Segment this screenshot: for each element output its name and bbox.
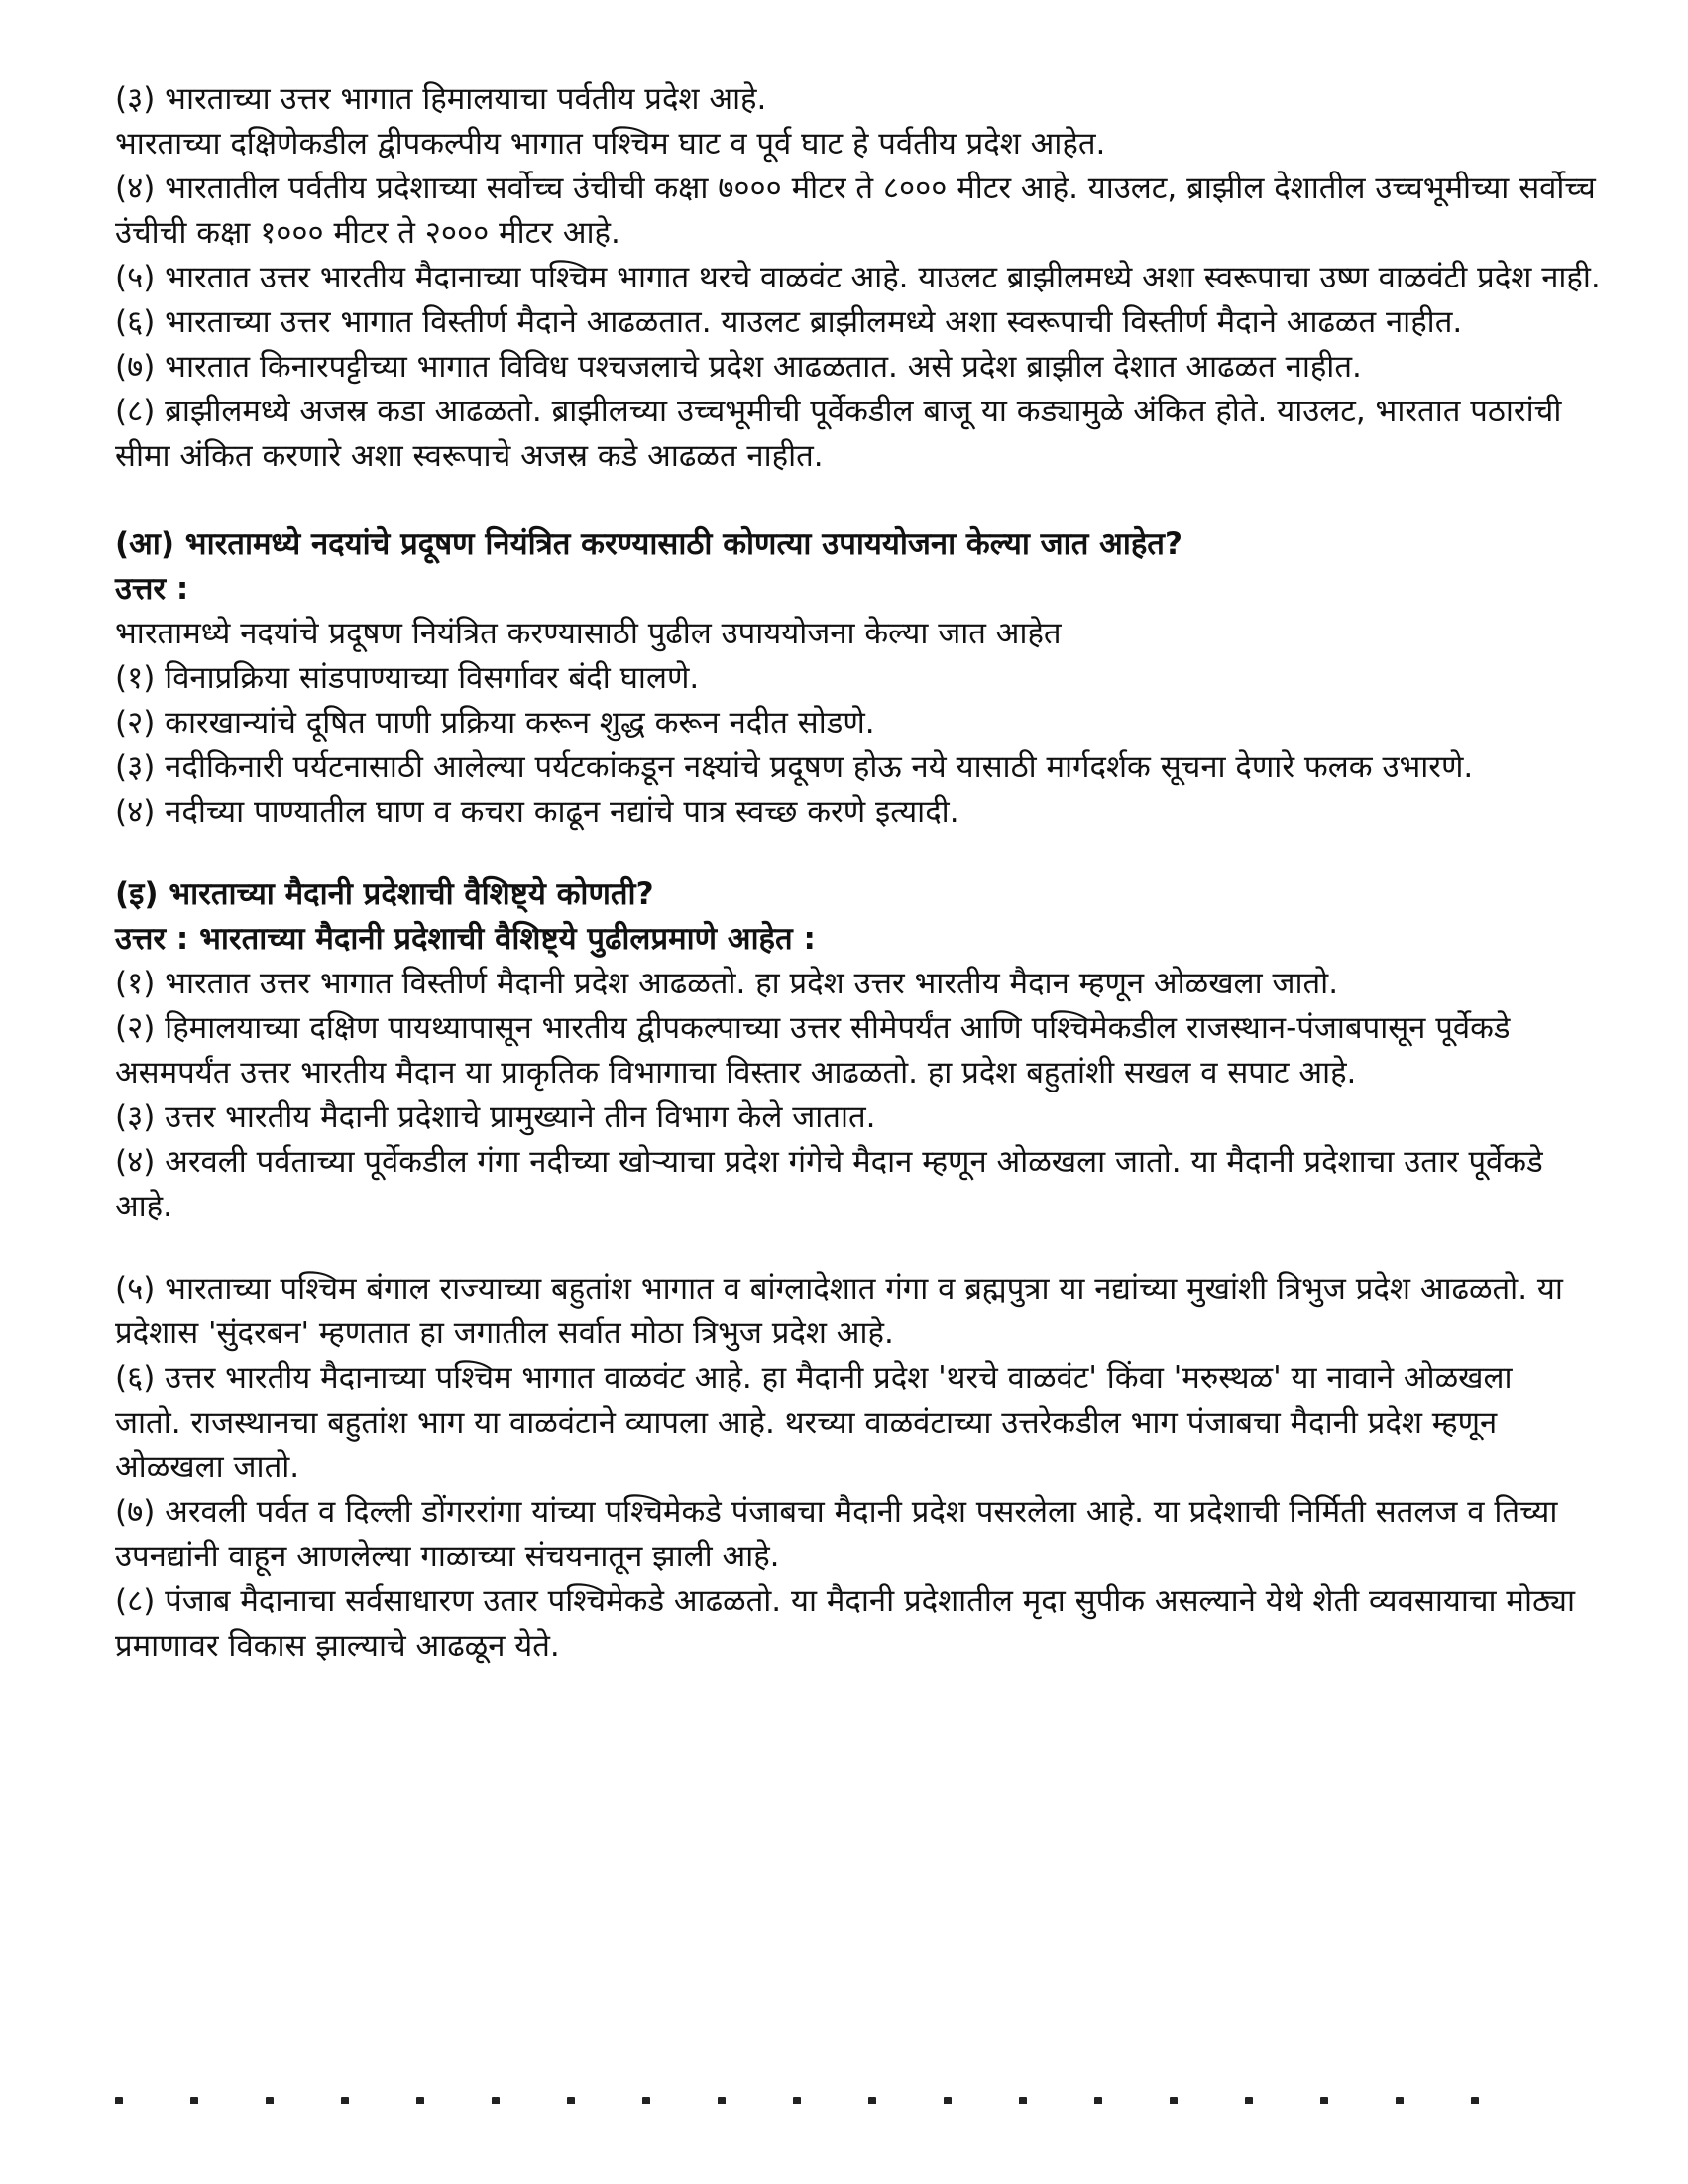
measure-3: (३) नदीकिनारी पर्यटनासाठी आलेल्या पर्यटकांकडून नक्ष्यांचे प्रदूषण होऊ नये यासाठी मार्गदर्शक सूचना देणारे फलक उभारणे. <box>115 749 1474 785</box>
point-3-himalaya: (३) भारताच्या उत्तर भागात हिमालयाचा पर्वतीय प्रदेश आहे. <box>115 81 767 117</box>
measure-1: (१) विनाप्रक्रिया सांडपाण्याच्या विसर्गावर बंदी घालणे. <box>115 660 700 696</box>
section-comparison-points <box>115 77 1602 479</box>
measure-2: (२) कारखान्यांचे दूषित पाणी प्रक्रिया करून शुद्ध करून नदीत सोडणे. <box>115 705 875 741</box>
point-ghats: भारताच्या दक्षिणेकडील द्वीपकल्पीय भागात पश्चिम घाट व पूर्व घाट हे पर्वतीय प्रदेश आहेत. <box>115 126 1106 162</box>
feature-2: (२) हिमालयाच्या दक्षिण पायथ्यापासून भारतीय द्वीपकल्पाच्या उत्तर सीमेपर्यंत आणि पश्चिमेकडील राजस्थान-पंजाबपासून पूर्वेकडे असमपर्यंत उत्तर भारतीय मैदान या प्राकृतिक विभागाचा विस्तार आढळतो. हा प्रदेश बहुतांशी सखल व सपाट आहे. <box>115 1010 1511 1091</box>
question-i: (इ) भारताच्या मैदानी प्रदेशाची वैशिष्ट्ये कोणती? <box>115 876 654 912</box>
feature-6-continued: जातो. राजस्थानचा बहुतांश भाग या वाळवंटाने व्यापला आहे. थरच्या वाळवंटाच्या उत्तरेकडील भाग पंजाबचा मैदानी प्रदेश म्हणून ओळखला जातो. <box>115 1405 1498 1485</box>
feature-7: (७) अरवली पर्वत व दिल्ली डोंगररांगा यांच्या पश्चिमेकडे पंजाबचा मैदानी प्रदेश पसरलेला आहे. या प्रदेशाची निर्मिती सतलज व तिच्या उपनद्यांनी वाहून आणलेल्या गाळाच्या संचयनातून झाली आहे. <box>115 1494 1558 1574</box>
document-page <box>115 77 1602 1668</box>
section-plains-features <box>115 872 1602 1668</box>
feature-6: (६) उत्तर भारतीय मैदानाच्या पश्चिम भागात वाळवंट आहे. हा मैदानी प्रदेश 'थरचे वाळवंट' किंवा 'मरुस्थळ' या नावाने ओळखला <box>115 1360 1513 1396</box>
point-7-backwaters: (७) भारतात किनारपट्टीच्या भागात विविध पश्चजलाचे प्रदेश आढळतात. असे प्रदेश ब्राझील देशात आढळत नाहीत. <box>115 349 1362 385</box>
feature-5: (५) भारताच्या पश्चिम बंगाल राज्याच्या बहुतांश भागात व बांग्लादेशात गंगा व ब्रह्मपुत्रा या नद्यांच्या मुखांशी त्रिभुज प्रदेश आढळतो. या प्रदेशास 'सुंदरबन' म्हणतात हा जगातील सर्वात मोठा त्रिभुज प्रदेश आहे. <box>115 1271 1563 1351</box>
answer-heading: उत्तर : भारताच्या मैदानी प्रदेशाची वैशिष्ट्ये पुढीलप्रमाणे आहेत : <box>115 921 816 957</box>
measure-4: (४) नदीच्या पाण्यातील घाण व कचरा काढून नद्यांचे पात्र स्वच्छ करणे इत्यादी. <box>115 794 959 830</box>
point-8-escarpment: (८) ब्राझीलमध्ये अजस्र कडा आढळतो. ब्राझीलच्या उच्चभूमीची पूर्वेकडील बाजू या कड्यामुळे अंकित होते. याउलट, भारतात पठारांची सीमा अंकित करणारे अशा स्वरूपाचे अजस्र कडे आढळत नाहीत. <box>115 394 1562 474</box>
feature-8: (८) पंजाब मैदानाचा सर्वसाधारण उतार पश्चिमेकडे आढळतो. या मैदानी प्रदेशातील मृदा सुपीक असल्याने येथे शेती व्यवसायाचा मोठ्या प्रमाणावर विकास झाल्याचे आढळून येते. <box>115 1583 1576 1664</box>
answer-label: उत्तर : <box>115 571 189 607</box>
question-a: (आ) भारतामध्ये नदयांचे प्रदूषण नियंत्रित करण्यासाठी कोणत्या उपाययोजना केल्या जात आहेत? <box>115 526 1182 562</box>
feature-4: (४) अरवली पर्वताच्या पूर्वेकडील गंगा नदीच्या खोऱ्याचा प्रदेश गंगेचे मैदान म्हणून ओळखला जातो. या मैदानी प्रदेशाचा उतार पूर्वेकडे आहे. <box>115 1144 1543 1224</box>
cut-off-next-line <box>115 2090 1582 2104</box>
section-river-pollution <box>115 522 1602 835</box>
feature-1: (१) भारतात उत्तर भागात विस्तीर्ण मैदानी प्रदेश आढळतो. हा प्रदेश उत्तर भारतीय मैदान म्हणून ओळखला जातो. <box>115 966 1339 1001</box>
answer-intro: भारतामध्ये नदयांचे प्रदूषण नियंत्रित करण्यासाठी पुढील उपाययोजना केल्या जात आहेत <box>115 616 1062 651</box>
point-5-desert: (५) भारतात उत्तर भारतीय मैदानाच्या पश्चिम भागात थरचे वाळवंट आहे. याउलट ब्राझीलमध्ये अशा स्वरूपाचा उष्ण वाळवंटी प्रदेश नाही. <box>115 260 1601 295</box>
feature-3: (३) उत्तर भारतीय मैदानी प्रदेशाचे प्रामुख्याने तीन विभाग केले जातात. <box>115 1099 876 1135</box>
point-6-plains: (६) भारताच्या उत्तर भागात विस्तीर्ण मैदाने आढळतात. याउलट ब्राझीलमध्ये अशा स्वरूपाची विस्तीर्ण मैदाने आढळत नाहीत. <box>115 304 1463 340</box>
point-4-heights: (४) भारतातील पर्वतीय प्रदेशाच्या सर्वोच्च उंचीची कक्षा ७००० मीटर ते ८००० मीटर आहे. याउलट, ब्राझील देशातील उच्चभूमीच्या सर्वोच्च उंचीची कक्षा १००० मीटर ते २००० मीटर आहे. <box>115 171 1596 251</box>
